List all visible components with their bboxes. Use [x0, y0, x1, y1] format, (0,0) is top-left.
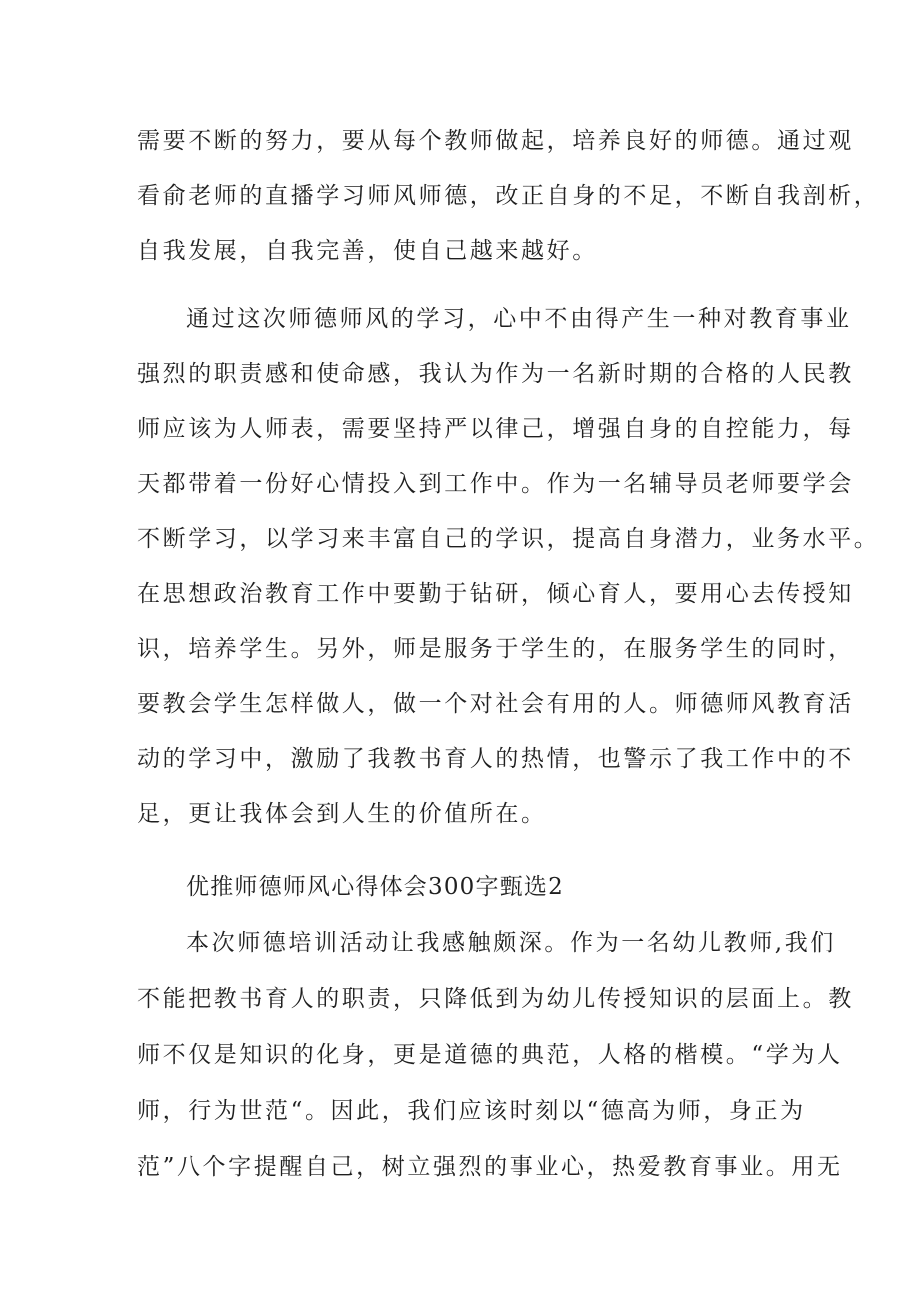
paragraph-1-line-3: 自我发展，自我完善，使自己越来越好。: [137, 238, 598, 264]
paragraph-2-line-6: 在思想政治教育工作中要勤于钻研，倾心育人，要用心去传授知: [137, 581, 854, 607]
paragraph-2-line-3: 师应该为人师表，需要坚持严以律己，增强自身的自控能力，每: [137, 416, 854, 442]
paragraph-1-line-2: 看俞老师的直播学习师风师德，改正自身的不足，不断自我剖析，: [137, 183, 880, 209]
paragraph-2-line-10: 足，更让我体会到人生的价值所在。: [137, 801, 547, 827]
paragraph-2-line-9: 动的学习中，激励了我教书育人的热情，也警示了我工作中的不: [137, 746, 854, 772]
section-heading: 优推师德师风心得体会300字甄选2: [186, 874, 564, 900]
paragraph-1-line-1: 需要不断的努力，要从每个教师做起，培养良好的师德。通过观: [137, 128, 854, 154]
paragraph-2-line-2: 强烈的职责感和使命感，我认为作为一名新时期的合格的人民教: [137, 361, 854, 387]
paragraph-2-line-1: 通过这次师德师风的学习，心中不由得产生一种对教育事业: [186, 306, 852, 332]
paragraph-3-line-5: 范”八个字提醒自己，树立强烈的事业心，热爱教育事业。用无: [137, 1154, 843, 1180]
paragraph-2-line-5: 不断学习，以学习来丰富自己的学识，提高自身潜力，业务水平。: [137, 526, 880, 552]
paragraph-3-line-2: 不能把教书育人的职责，只降低到为幼儿传授知识的层面上。教: [137, 986, 854, 1012]
paragraph-3-line-1: 本次师德培训活动让我感触颇深。作为一名幼儿教师,我们: [186, 930, 836, 956]
paragraph-2-line-7: 识，培养学生。另外，师是服务于学生的，在服务学生的同时，: [137, 636, 854, 662]
paragraph-2-line-4: 天都带着一份好心情投入到工作中。作为一名辅导员老师要学会: [137, 471, 854, 497]
paragraph-3-line-3: 师不仅是知识的化身，更是道德的典范，人格的楷模。“学为人: [137, 1042, 843, 1068]
paragraph-3-line-4: 师，行为世范“。因此，我们应该时刻以“德高为师，身正为: [137, 1098, 806, 1124]
paragraph-2-line-8: 要教会学生怎样做人，做一个对社会有用的人。师德师风教育活: [137, 691, 854, 717]
